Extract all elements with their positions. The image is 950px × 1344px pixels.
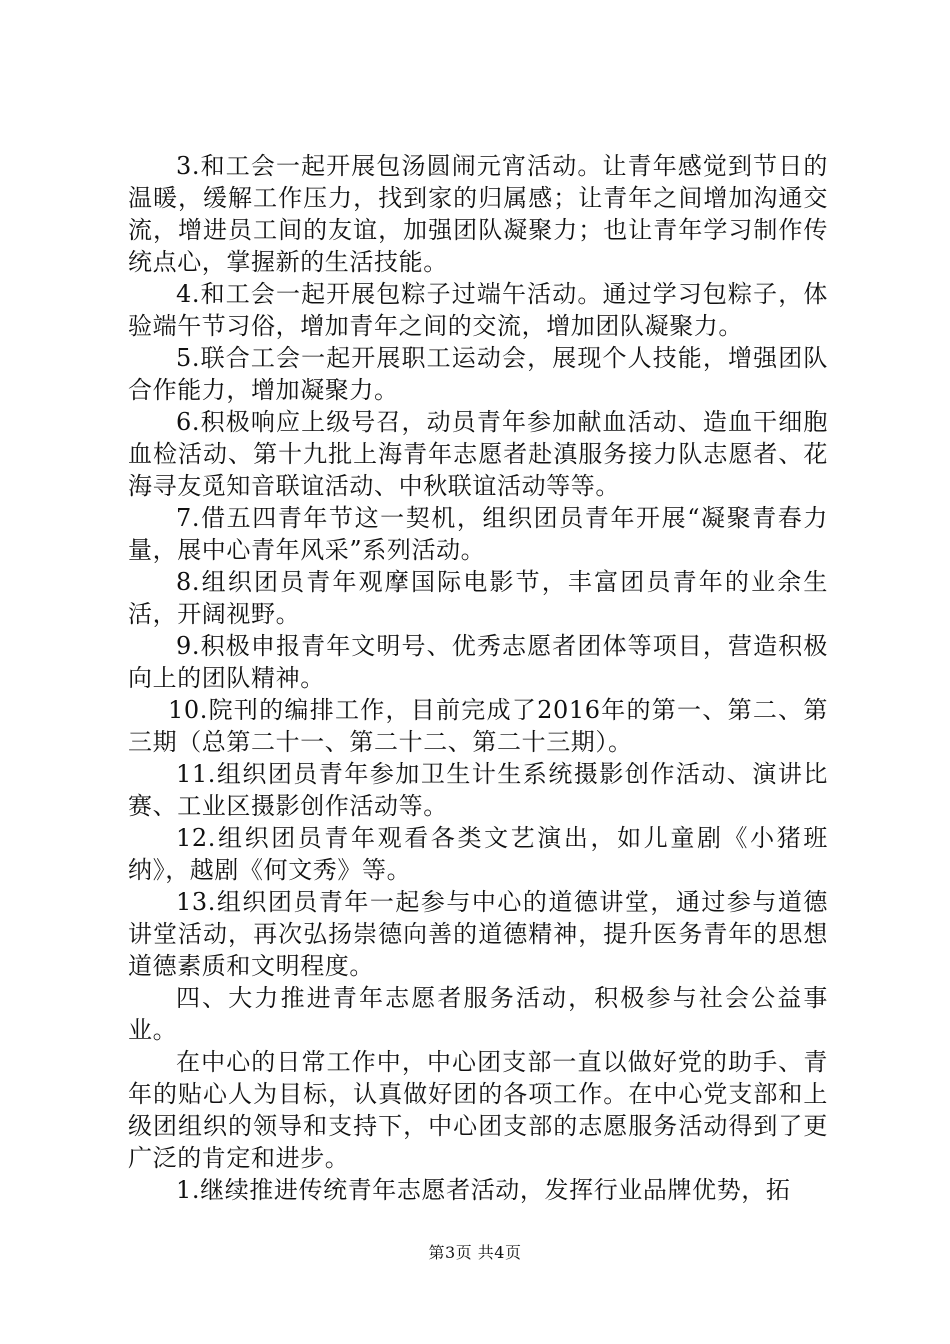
- paragraph-item-4: 4.和工会一起开展包粽子过端午活动。通过学习包粽子，体验端午节习俗，增加青年之间的交流，增加团队凝聚力。: [128, 280, 828, 340]
- section-heading-4: 四、大力推进青年志愿者服务活动，积极参与社会公益事业。: [128, 984, 828, 1044]
- paragraph-item-7: 7.借五四青年节这一契机，组织团员青年开展“凝聚青春力量，展中心青年风采”系列活动。: [128, 504, 828, 564]
- page-footer: 第3页 共4页: [428, 1243, 522, 1262]
- paragraph-item-9: 9.积极申报青年文明号、优秀志愿者团体等项目，营造积极向上的团队精神。: [128, 632, 828, 692]
- paragraph-item-3: 3.和工会一起开展包汤圆闹元宵活动。让青年感觉到节日的温暖，缓解工作压力，找到家的归属感；让青年之间增加沟通交流，增进员工间的友谊，加强团队凝聚力；也让青年学习制作传统点心，掌握新的生活技能。: [128, 152, 828, 276]
- paragraph-item-5: 5.联合工会一起开展职工运动会，展现个人技能，增强团队合作能力，增加凝聚力。: [128, 344, 828, 404]
- paragraph-item-10: 10.院刊的编排工作，目前完成了2016年的第一、第二、第三期（总第二十一、第二十二、第二十三期）。: [128, 696, 828, 756]
- paragraph-item-8: 8.组织团员青年观摩国际电影节，丰富团员青年的业余生活，开阔视野。: [128, 568, 828, 628]
- paragraph-item-13: 13.组织团员青年一起参与中心的道德讲堂，通过参与道德讲堂活动，再次弘扬崇德向善的道德精神，提升医务青年的思想道德素质和文明程度。: [128, 888, 828, 980]
- paragraph-item-11: 11.组织团员青年参加卫生计生系统摄影创作活动、演讲比赛、工业区摄影创作活动等。: [128, 760, 828, 820]
- paragraph-item-12: 12.组织团员青年观看各类文艺演出，如儿童剧《小猪班纳》，越剧《何文秀》等。: [128, 824, 828, 884]
- document-body: [128, 150, 828, 1206]
- paragraph-item-6: 6.积极响应上级号召，动员青年参加献血活动、造血干细胞血检活动、第十九批上海青年志愿者赴滇服务接力队志愿者、花海寻友觅知音联谊活动、中秋联谊活动等等。: [128, 408, 828, 500]
- paragraph-subitem-1: 1.继续推进传统青年志愿者活动，发挥行业品牌优势，拓: [176, 1176, 791, 1204]
- paragraph-intro: 在中心的日常工作中，中心团支部一直以做好党的助手、青年的贴心人为目标，认真做好团的各项工作。在中心党支部和上级团组织的领导和支持下，中心团支部的志愿服务活动得到了更广泛的肯定和进步。: [128, 1048, 828, 1172]
